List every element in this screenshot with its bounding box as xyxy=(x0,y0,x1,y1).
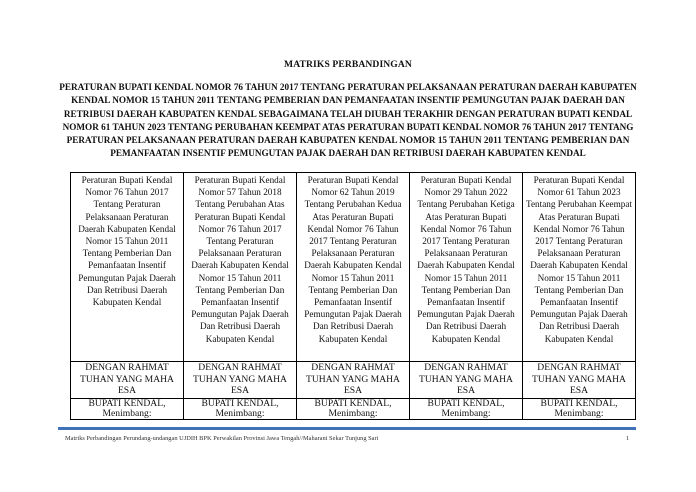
rahmat-cell: DENGAN RAHMAT TUHAN YANG MAHA ESA xyxy=(184,362,297,399)
menimbang-label: Menimbang: xyxy=(554,408,604,419)
footer-text: Matriks Perbandingan Perundang-undangan UJDIH BPK Perwakilan Provinsi Jawa Tengah//Maharani Sekar Tunjung Sari xyxy=(65,435,379,442)
footer-divider xyxy=(58,427,636,430)
bupati-cell xyxy=(523,399,636,420)
regulation-cell: Peraturan Bupati Kendal Nomor 62 Tahun 2019 Tentang Perubahan Kedua Atas Peraturan Bupati Kendal Nomor 76 Tahun 2017 Tentang Peraturan Pelaksanaan Peraturan Daerah Kabupaten Kendal Nomor 15 Tahun 2011 Tentang Pemberian Dan Pemanfaatan Insentif Pemungutan Pajak Daerah Dan Retribusi Daerah Kabupaten Kendal xyxy=(297,173,410,362)
rahmat-cell: DENGAN RAHMAT TUHAN YANG MAHA ESA xyxy=(71,362,184,399)
document-title: MATRIKS PERBANDINGAN xyxy=(284,59,412,70)
bupati-label: BUPATI KENDAL, xyxy=(427,398,505,409)
bupati-label: BUPATI KENDAL, xyxy=(88,398,166,409)
comparison-table xyxy=(70,172,636,420)
bupati-row xyxy=(71,399,636,420)
document-subtitle: PERATURAN BUPATI KENDAL NOMOR 76 TAHUN 2017 TENTANG PERATURAN PELAKSANAAN PERATURAN DAERAH KABUPATEN KENDAL NOMOR 15 TAHUN 2011 TENTANG PEMBERIAN DAN PEMANFAATAN INSENTIF PEMUNGUTAN PAJAK DAERAH DAN RETRIBUSI DAERAH KABUPATEN KENDAL SEBAGAIMANA TELAH DIUBAH TERAKHIR DENGAN PERATURAN BUPATI KENDAL NOMOR 61 TAHUN 2023 TENTANG PERUBAHAN KEEMPAT ATAS PERATURAN BUPATI KENDAL NOMOR 76 TAHUN 2017 TENTANG PERATURAN PELAKSANAAN PERATURAN DAERAH KABUPATEN KENDAL NOMOR 15 TAHUN 2011 TENTANG PEMBERIAN DAN PEMANFAATAN INSENTIF PEMUNGUTAN PAJAK DAERAH DAN RETRIBUSI DAERAH KABUPATEN KENDAL xyxy=(59,82,637,159)
regulation-cell: Peraturan Bupati Kendal Nomor 61 Tahun 2023 Tentang Perubahan Keempat Atas Peraturan Bupati Kendal Nomor 76 Tahun 2017 Tentang Peraturan Pelaksanaan Peraturan Daerah Kabupaten Kendal Nomor 15 Tahun 2011 Tentang Pemberian Dan Pemanfaatan Insentif Pemungutan Pajak Daerah Dan Retribusi Daerah Kabupaten Kendal xyxy=(523,173,636,362)
bupati-label: BUPATI KENDAL, xyxy=(201,398,279,409)
regulation-cell: Peraturan Bupati Kendal Nomor 76 Tahun 2017 Tentang Peraturan Pelaksanaan Peraturan Daerah Kabupaten Kendal Nomor 15 Tahun 2011 Tentang Pemberian Dan Pemanfaatan Insentif Pemungutan Pajak Daerah Dan Retribusi Daerah Kabupaten Kendal xyxy=(71,173,184,362)
menimbang-label: Menimbang: xyxy=(215,408,265,419)
bupati-cell xyxy=(410,399,523,420)
bupati-label: BUPATI KENDAL, xyxy=(314,398,392,409)
bupati-label: BUPATI KENDAL, xyxy=(540,398,618,409)
regulation-title-row xyxy=(71,173,636,362)
rahmat-row xyxy=(71,362,636,399)
regulation-cell: Peraturan Bupati Kendal Nomor 57 Tahun 2018 Tentang Perubahan Atas Peraturan Bupati Kendal Nomor 76 Tahun 2017 Tentang Peraturan Pelaksanaan Peraturan Daerah Kabupaten Kendal Nomor 15 Tahun 2011 Tentang Pemberian Dan Pemanfaatan Insentif Pemungutan Pajak Daerah Dan Retribusi Daerah Kabupaten Kendal xyxy=(184,173,297,362)
bupati-cell xyxy=(71,399,184,420)
bupati-cell xyxy=(297,399,410,420)
rahmat-cell: DENGAN RAHMAT TUHAN YANG MAHA ESA xyxy=(297,362,410,399)
rahmat-cell: DENGAN RAHMAT TUHAN YANG MAHA ESA xyxy=(523,362,636,399)
menimbang-label: Menimbang: xyxy=(441,408,491,419)
rahmat-cell: DENGAN RAHMAT TUHAN YANG MAHA ESA xyxy=(410,362,523,399)
page-number: 1 xyxy=(626,435,630,442)
bupati-cell xyxy=(184,399,297,420)
menimbang-label: Menimbang: xyxy=(328,408,378,419)
menimbang-label: Menimbang: xyxy=(102,408,152,419)
regulation-cell: Peraturan Bupati Kendal Nomor 29 Tahun 2022 Tentang Perubahan Ketiga Atas Peraturan Bupati Kendal Nomor 76 Tahun 2017 Tentang Peraturan Pelaksanaan Peraturan Daerah Kabupaten Kendal Nomor 15 Tahun 2011 Tentang Pemberian Dan Pemanfaatan Insentif Pemungutan Pajak Daerah Dan Retribusi Daerah Kabupaten Kendal xyxy=(410,173,523,362)
